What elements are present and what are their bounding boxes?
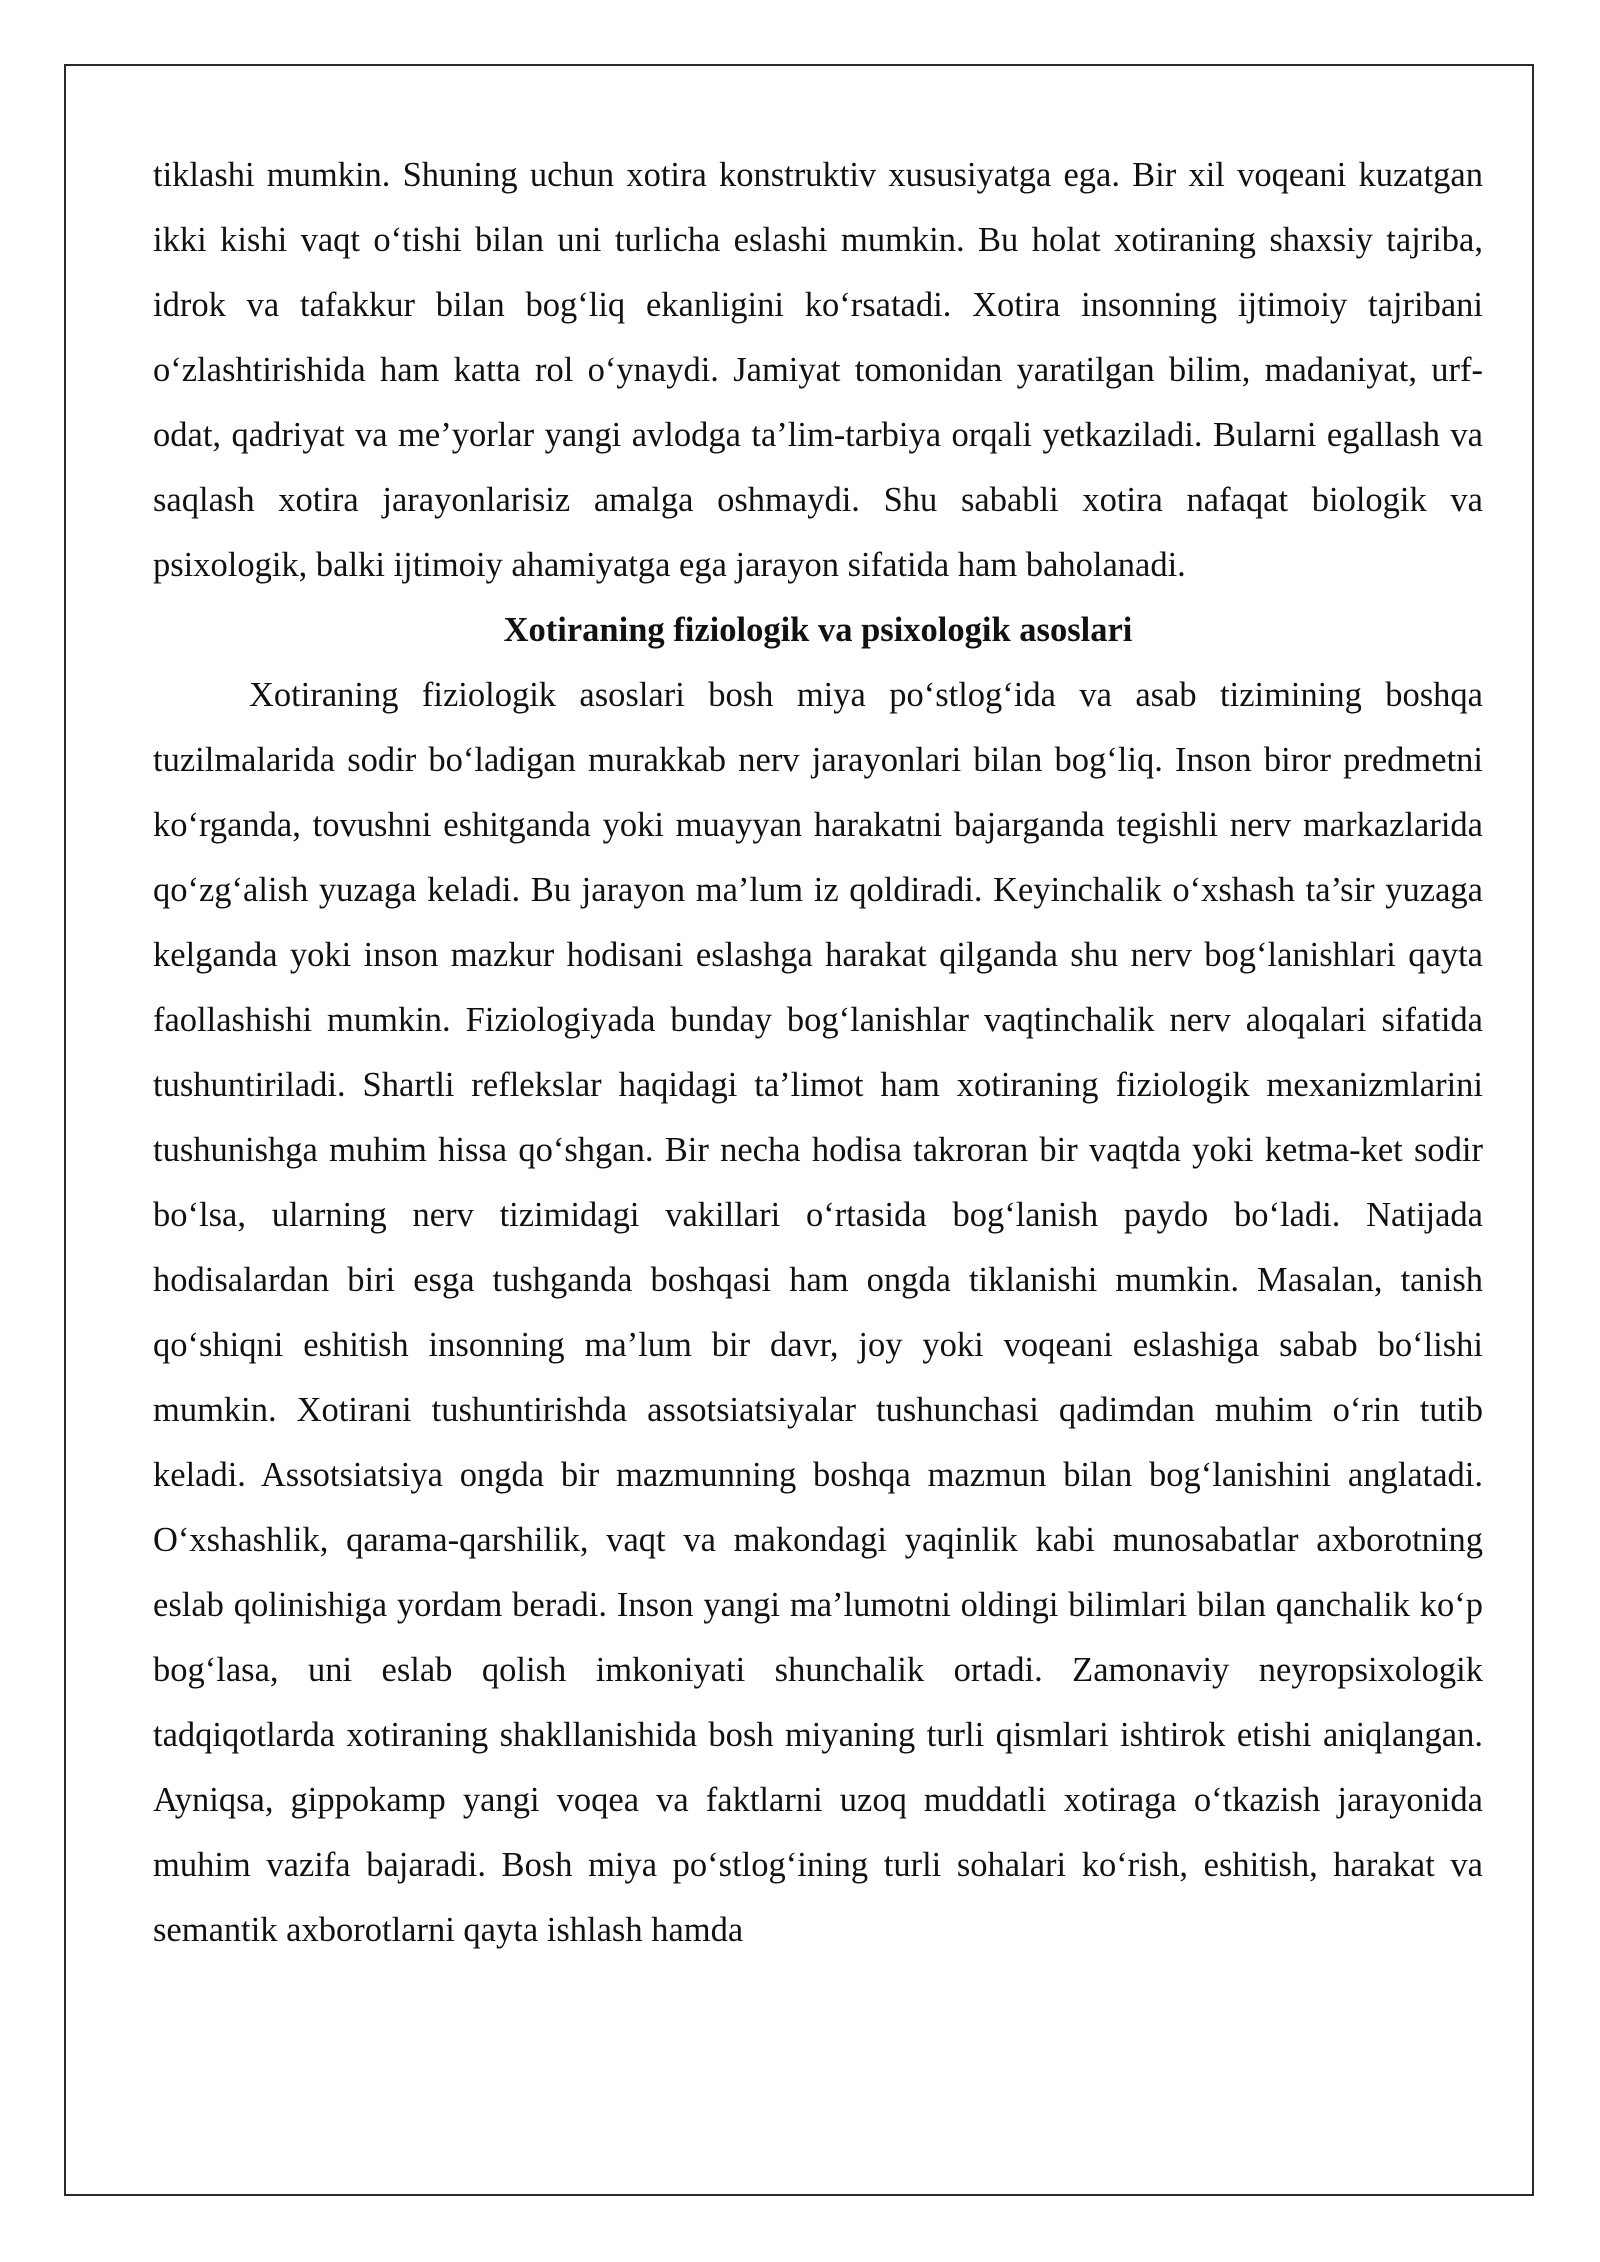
- paragraph-physiological-basis: Xotiraning fiziologik asoslari bosh miya po‘stlog‘ida va asab tizimining boshqa tuzilmalarida sodir bo‘ladigan murakkab nerv jarayonlari bilan bog‘liq. Inson biror predmetni ko‘rganda, tovushni eshitganda yoki muayyan harakatni bajarganda tegishli nerv markazlarida qo‘zg‘alish yuzaga keladi. Bu jarayon ma’lum iz qoldiradi. Keyinchalik o‘xshash ta’sir yuzaga kelganda yoki inson mazkur hodisani eslashga harakat qilganda shu nerv bog‘lanishlari qayta faollashishi mumkin. Fiziologiyada bunday bog‘lanishlar vaqtinchalik nerv aloqalari sifatida tushuntiriladi. Shartli reflekslar haqidagi ta’limot ham xotiraning fiziologik mexanizmlarini tushunishga muhim hissa qo‘shgan. Bir necha hodisa takroran bir vaqtda yoki ketma-ket sodir bo‘lsa, ularning nerv tizimidagi vakillari o‘rtasida bog‘lanish paydo bo‘ladi. Natijada hodisalardan biri esga tushganda boshqasi ham ongda tiklanishi mumkin. Masalan, tanish qo‘shiqni eshitish insonning ma’lum bir davr, joy yoki voqeani eslashiga sabab bo‘lishi mumkin. Xotirani tushuntirishda assotsiatsiyalar tushunchasi qadimdan muhim o‘rin tutib keladi. Assotsiatsiya ongda bir mazmunning boshqa mazmun bilan bog‘lanishini anglatadi. O‘xshashlik, qarama-qarshilik, vaqt va makondagi yaqinlik kabi munosabatlar axborotning eslab qolinishiga yordam beradi. Inson yangi ma’lumotni oldingi bilimlari bilan qanchalik ko‘p bog‘lasa, uni eslab qolish imkoniyati shunchalik ortadi. Zamonaviy neyropsixologik tadqiqotlarda xotiraning shakllanishida bosh miyaning turli qismlari ishtirok etishi aniqlangan. Ayniqsa, gippokamp yangi voqea va faktlarni uzoq muddatli xotiraga o‘tkazish jarayonida muhim vazifa bajaradi. Bosh miya po‘stlog‘ining turli sohalari ko‘rish, eshitish, harakat va semantik axborotlarni qayta ishlash hamda: [153, 676, 1483, 1949]
- document-body: [153, 143, 1483, 1963]
- section-heading: Xotiraning fiziologik va psixologik asoslari: [503, 611, 1133, 649]
- paragraph-continuation: tiklashi mumkin. Shuning uchun xotira konstruktiv xususiyatga ega. Bir xil voqeani kuzatgan ikki kishi vaqt o‘tishi bilan uni turlicha eslashi mumkin. Bu holat xotiraning shaxsiy tajriba, idrok va tafakkur bilan bog‘liq ekanligini ko‘rsatadi. Xotira insonning ijtimoiy tajribani o‘zlashtirishida ham katta rol o‘ynaydi. Jamiyat tomonidan yaratilgan bilim, madaniyat, urf-odat, qadriyat va me’yorlar yangi avlodga ta’lim-tarbiya orqali yetkaziladi. Bularni egallash va saqlash xotira jarayonlarisiz amalga oshmaydi. Shu sababli xotira nafaqat biologik va psixologik, balki ijtimoiy ahamiyatga ega jarayon sifatida ham baholanadi.: [153, 156, 1483, 584]
